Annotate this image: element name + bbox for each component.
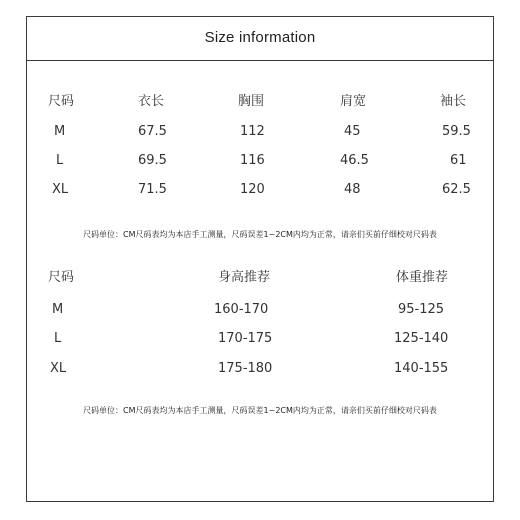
size-header-length: 衣长: [138, 94, 165, 109]
page-title: Size information: [204, 29, 316, 46]
fit-table-note: 尺码单位：CM尺码表均为本店手工测量，尺码误差1~2CM内均为正常，请亲们买前仔细校对尺码表: [83, 406, 437, 415]
fit-row-l-height: 170-175: [218, 331, 273, 346]
fit-row-l-weight: 125-140: [394, 331, 449, 346]
fit-row-m-weight: 95-125: [398, 302, 445, 317]
fit-row-m-height: 160-170: [214, 302, 269, 317]
fit-header-weight: 体重推荐: [396, 270, 449, 285]
size-row-m-sleeve: 59.5: [442, 124, 471, 139]
size-row-m-size: M: [54, 124, 66, 139]
title-bar: [27, 17, 493, 61]
size-row-l-shoulder: 46.5: [340, 153, 369, 168]
size-row-xl-length: 71.5: [138, 182, 167, 197]
fit-row-xl-weight: 140-155: [394, 361, 449, 376]
size-header-chest: 胸围: [238, 94, 265, 109]
fit-row-xl-height: 175-180: [218, 361, 273, 376]
fit-row-l-size: L: [54, 331, 62, 346]
size-row-m-shoulder: 45: [344, 124, 361, 139]
fit-header-size: 尺码: [48, 270, 75, 285]
size-row-l-size: L: [56, 153, 64, 168]
size-row-xl-chest: 120: [240, 182, 265, 197]
size-header-shoulder: 肩宽: [340, 94, 367, 109]
size-row-xl-shoulder: 48: [344, 182, 361, 197]
size-row-l-sleeve: 61: [450, 153, 467, 168]
size-chart-frame: [26, 16, 494, 502]
size-header-sleeve: 袖长: [440, 94, 467, 109]
size-row-l-length: 69.5: [138, 153, 167, 168]
size-header-size: 尺码: [48, 94, 75, 109]
fit-row-xl-size: XL: [50, 361, 67, 376]
size-table-note: 尺码单位：CM尺码表均为本店手工测量，尺码误差1~2CM内均为正常，请亲们买前仔细校对尺码表: [83, 230, 437, 239]
size-row-m-length: 67.5: [138, 124, 167, 139]
size-row-xl-sleeve: 62.5: [442, 182, 471, 197]
fit-header-height: 身高推荐: [218, 270, 271, 285]
fit-row-m-size: M: [52, 302, 64, 317]
size-row-xl-size: XL: [52, 182, 69, 197]
size-row-l-chest: 116: [240, 153, 265, 168]
size-row-m-chest: 112: [240, 124, 265, 139]
